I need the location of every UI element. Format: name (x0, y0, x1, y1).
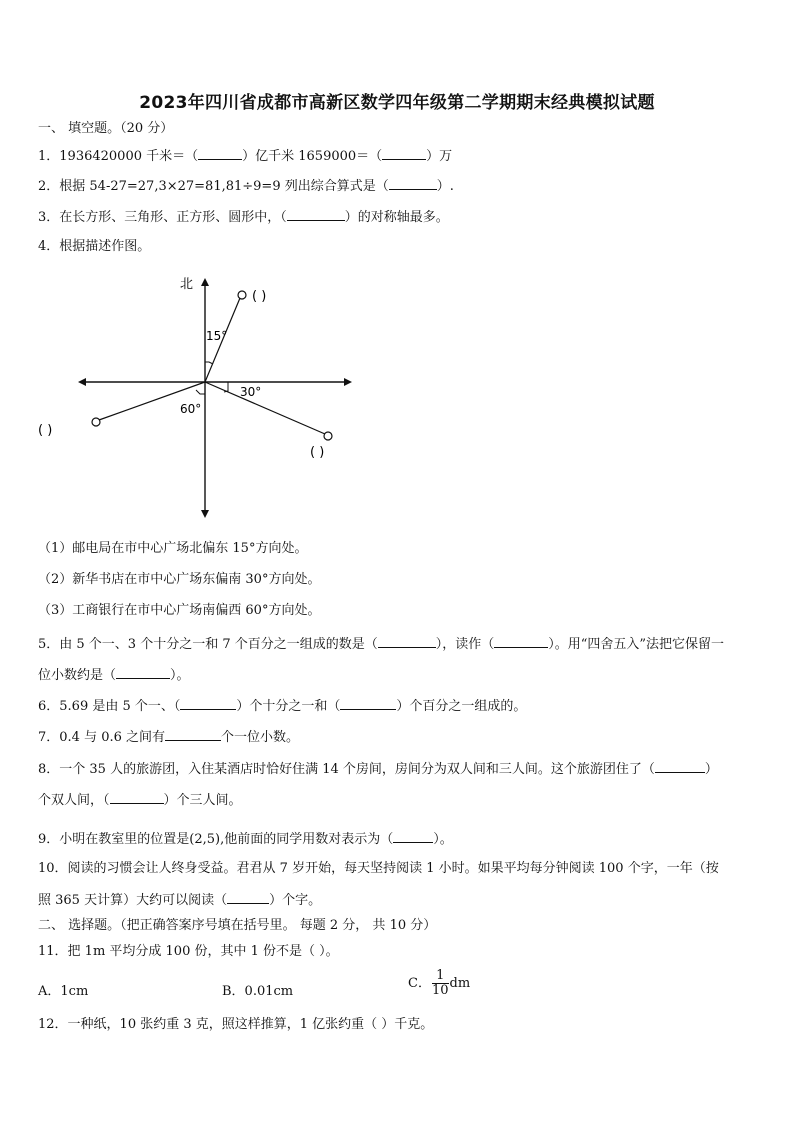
question-10-line-2 (38, 890, 758, 910)
fraction-numerator: 1 (432, 969, 449, 984)
question-4: 4．根据描述作图。 (38, 239, 151, 254)
q5-text-b: ），读作（ (435, 637, 495, 652)
q3-text-a: 3．在长方形、三角形、正方形、圆形中，（ (38, 210, 287, 225)
q8-text-b: ） (704, 762, 718, 777)
question-5-line-1 (38, 634, 758, 654)
q8-text-a: 8．一个 35 人的旅游团，入住某酒店时恰好住满 14 个房间，房间分为双人间和三人间。这个旅游团住了（ (38, 762, 655, 777)
angle-30-label: 30° (240, 385, 262, 399)
point-bank (92, 418, 100, 426)
q6-blank-2[interactable] (340, 696, 396, 710)
question-1 (38, 146, 758, 166)
direction-diagram (30, 268, 370, 530)
fraction-denominator: 10 (431, 983, 449, 998)
question-11: 11．把 1m 平均分成 100 份，其中 1 份不是（ ）。 (38, 944, 339, 959)
q6-text-a: 6．5.69 是由 5 个一、（ (38, 699, 181, 714)
q2-text-a: 2．根据 54-27=27,3×27=81,81÷9=9 列出综合算式是（ (38, 179, 389, 194)
q1-text-c: ）万 (426, 149, 453, 164)
question-3 (38, 207, 758, 227)
q11-option-c-unit: dm (449, 976, 471, 991)
question-5-line-2 (38, 665, 758, 685)
q8-blank-1[interactable] (655, 759, 705, 773)
q6-blank-1[interactable] (180, 696, 236, 710)
question-10-line-1: 10．阅读的习惯会让人终身受益。君君从 7 岁开始，每天坚持阅读 1 小时。如果平均每分钟阅读 100 个字，一年（按 (38, 861, 719, 876)
q3-blank[interactable] (287, 207, 345, 221)
q9-blank[interactable] (393, 829, 433, 843)
question-12: 12．一种纸，10 张约重 3 克，照这样推算，1 亿张约重（ ）千克。 (38, 1017, 434, 1032)
q10-blank[interactable] (227, 890, 269, 904)
q9-text-b: ）。 (433, 832, 453, 847)
q8-text-d: ）个三人间。 (163, 793, 242, 808)
question-7 (38, 727, 758, 747)
section-1-heading: 一、 填空题。（20 分） (38, 121, 174, 136)
ray-east-south (205, 382, 325, 434)
q7-blank[interactable] (165, 727, 221, 741)
question-9 (38, 829, 758, 849)
q11-option-a[interactable]: A．1cm (38, 984, 89, 999)
q10-text-c: ）个字。 (269, 893, 322, 908)
paren-post-office: ( ) (252, 289, 267, 304)
q11-option-b[interactable]: B．0.01cm (222, 984, 294, 999)
q6-text-c: ）个百分之一组成的。 (396, 699, 527, 714)
subquestion-2: （2）新华书店在市中心广场东偏南 30°方向处。 (38, 572, 321, 587)
north-label: 北 (180, 277, 194, 292)
question-2 (38, 176, 758, 196)
angle-mark-60 (196, 390, 205, 394)
q3-text-b: ）的对称轴最多。 (344, 210, 449, 225)
point-bookstore (324, 432, 332, 440)
question-8-line-1 (38, 759, 758, 779)
subquestion-3: （3）工商银行在市中心广场南偏西 60°方向处。 (38, 603, 321, 618)
q11-option-c-prefix: C． (408, 976, 431, 991)
page-title: 2023年四川省成都市高新区数学四年级第二学期期末经典模拟试题 (139, 93, 655, 113)
q1-blank-1[interactable] (198, 146, 242, 160)
q5-text-d: 位小数约是（ (38, 668, 117, 683)
q5-text-c: ）。用“四舍五入”法把它保留一 (548, 637, 725, 652)
angle-60-label: 60° (180, 402, 202, 416)
q2-text-b: ）. (436, 179, 454, 194)
question-6 (38, 696, 758, 716)
subquestion-1: （1）邮电局在市中心广场北偏东 15°方向处。 (38, 541, 308, 556)
q7-text-b: 个一位小数。 (221, 730, 300, 745)
q5-text-e: ）。 (170, 668, 190, 683)
q7-text-a: 7．0.4 与 0.6 之间有 (38, 730, 166, 745)
q9-text-a: 9．小明在教室里的位置是(2,5),他前面的同学用数对表示为（ (38, 832, 394, 847)
section-2-heading: 二、 选择题。（把正确答案序号填在括号里。 每题 2 分， 共 10 分） (38, 918, 437, 933)
q10-text-b: 照 365 天计算）大约可以阅读（ (38, 893, 228, 908)
angle-mark-15 (205, 362, 213, 364)
q8-blank-2[interactable] (110, 790, 164, 804)
q5-blank-3[interactable] (116, 665, 170, 679)
q1-blank-2[interactable] (382, 146, 426, 160)
q5-text-a: 5．由 5 个一、3 个十分之一和 7 个百分之一组成的数是（ (38, 637, 378, 652)
q1-text-b: ）亿千米 1659000＝（ (242, 149, 383, 164)
q2-blank[interactable] (389, 176, 437, 190)
q1-text-a: 1．1936420000 千米＝（ (38, 149, 199, 164)
q11-option-c-fraction (432, 969, 449, 998)
q11-option-c[interactable] (408, 969, 470, 998)
question-8-line-2 (38, 790, 758, 810)
q8-text-c: 个双人间，（ (38, 793, 110, 808)
q5-blank-2[interactable] (494, 634, 548, 648)
point-post-office (238, 291, 246, 299)
angle-15-label: 15° (206, 329, 228, 343)
paren-bookstore: ( ) (310, 445, 325, 460)
q5-blank-1[interactable] (378, 634, 436, 648)
q6-text-b: ）个十分之一和（ (236, 699, 341, 714)
paren-bank: ( ) (38, 423, 53, 438)
